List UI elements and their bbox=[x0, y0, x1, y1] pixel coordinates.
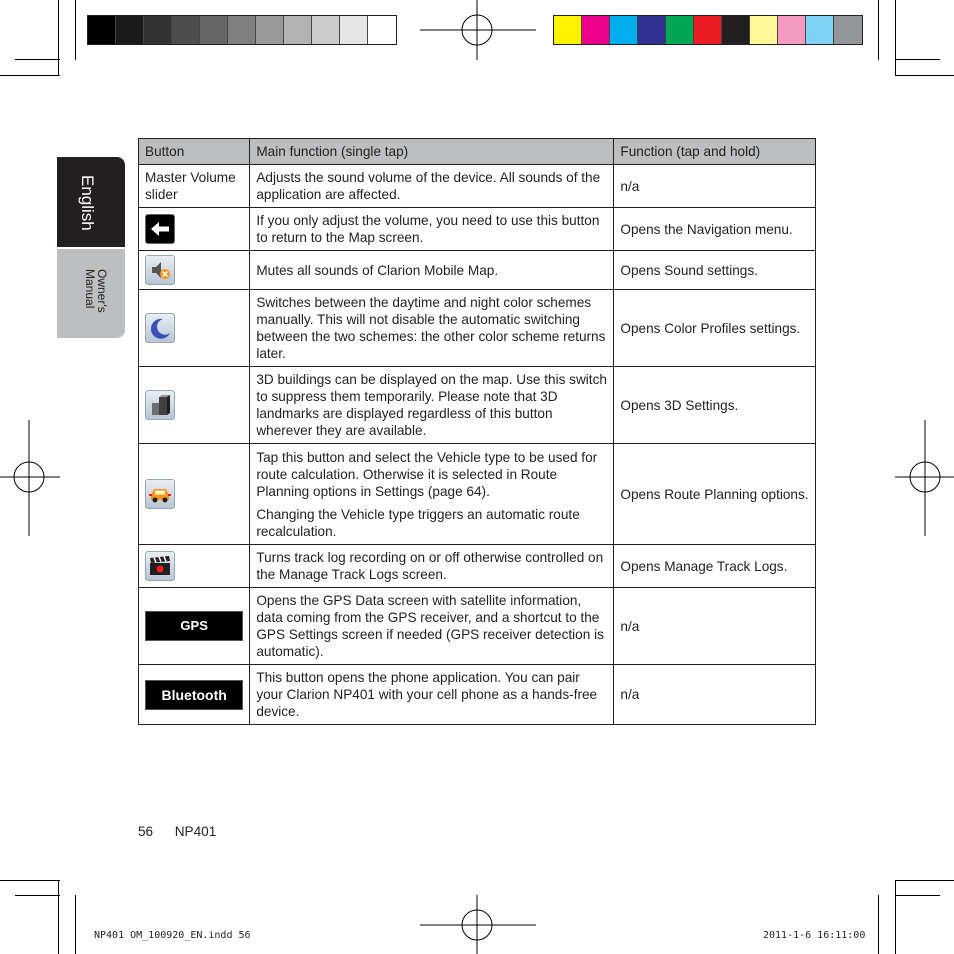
color-swatch bbox=[200, 16, 228, 44]
color-swatch bbox=[610, 16, 638, 44]
main-function-cell bbox=[250, 208, 614, 251]
crop-mark bbox=[895, 895, 940, 896]
color-swatch bbox=[554, 16, 582, 44]
color-swatch bbox=[750, 16, 778, 44]
track-log-record-icon bbox=[145, 551, 175, 581]
button-cell bbox=[139, 444, 250, 545]
button-cell bbox=[139, 665, 250, 725]
registration-target-left bbox=[0, 420, 60, 536]
main-function-text: Mutes all sounds of Clarion Mobile Map. bbox=[256, 262, 499, 278]
main-function-cell bbox=[250, 367, 614, 444]
slug-timestamp: 2011-1-6 16:11:00 bbox=[763, 930, 866, 941]
crop-mark bbox=[58, 880, 59, 954]
back-arrow-icon bbox=[145, 214, 175, 244]
color-swatch bbox=[582, 16, 610, 44]
table-row bbox=[139, 165, 816, 208]
header-button: Button bbox=[139, 139, 250, 165]
page-number: 56 bbox=[138, 824, 154, 839]
main-function-cell bbox=[250, 588, 614, 665]
main-function-cell bbox=[250, 545, 614, 588]
table-row bbox=[139, 208, 816, 251]
color-swatch bbox=[228, 16, 256, 44]
page-footer bbox=[138, 824, 216, 839]
button-function-table bbox=[138, 138, 816, 725]
crop-mark bbox=[75, 895, 76, 954]
table-row bbox=[139, 251, 816, 290]
button-cell: Master Volume slider bbox=[139, 165, 250, 208]
button-cell bbox=[139, 545, 250, 588]
main-function-cell bbox=[250, 665, 614, 725]
color-swatch bbox=[806, 16, 834, 44]
color-swatch bbox=[116, 16, 144, 44]
table-header-row bbox=[139, 139, 816, 165]
hold-function-cell: Opens Manage Track Logs. bbox=[614, 545, 816, 588]
main-function-text: If you only adjust the volume, you need to use this button to return to the Map screen. bbox=[256, 213, 600, 245]
color-swatch bbox=[172, 16, 200, 44]
crop-mark bbox=[878, 895, 879, 954]
model-name: NP401 bbox=[174, 824, 217, 839]
hold-function-cell: Opens Route Planning options. bbox=[614, 444, 816, 545]
main-function-text: Opens the GPS Data screen with satellite information, data coming from the GPS receiver, and a shortcut to the GPS Settings screen if needed (GPS receiver detection is automatic). bbox=[256, 593, 604, 659]
manual-label-line1: Owner's bbox=[95, 269, 109, 313]
main-function-text: Turns track log recording on or off otherwise controlled on the Manage Track Logs screen. bbox=[256, 550, 604, 582]
button-cell bbox=[139, 208, 250, 251]
color-swatch bbox=[694, 16, 722, 44]
main-function-cell bbox=[250, 251, 614, 290]
button-cell bbox=[139, 251, 250, 290]
slug-filename: NP401 OM_100920_EN.indd 56 bbox=[94, 930, 251, 941]
crop-mark bbox=[0, 75, 60, 76]
language-tab bbox=[57, 157, 125, 247]
header-main-function: Main function (single tap) bbox=[250, 139, 614, 165]
moon-icon bbox=[145, 313, 175, 343]
color-swatch bbox=[638, 16, 666, 44]
mute-speaker-icon bbox=[145, 255, 175, 285]
registration-target-bottom bbox=[420, 895, 536, 954]
crop-mark bbox=[0, 880, 60, 881]
main-function-cell bbox=[250, 165, 614, 208]
table-row bbox=[139, 588, 816, 665]
hold-function-cell: Opens Color Profiles settings. bbox=[614, 290, 816, 367]
gps-button: GPS bbox=[145, 611, 243, 641]
main-function-text: Tap this button and select the Vehicle type to be used for route calculation. Otherwise it is selected in Route Planning options in Settings (page 64). bbox=[256, 449, 598, 499]
main-function-cell bbox=[250, 444, 614, 545]
main-function-text: This button opens the phone application. You can pair your Clarion NP401 with your cell phone as a hands-free device. bbox=[256, 670, 598, 719]
button-cell bbox=[139, 588, 250, 665]
main-function-text: 3D buildings can be displayed on the map. Use this switch to suppress them temporarily. Please note that 3D landmarks are displayed regardless of this button wherever they are available. bbox=[256, 372, 607, 438]
color-swatch bbox=[368, 16, 396, 44]
color-swatch bbox=[778, 16, 806, 44]
main-function-text: Changing the Vehicle type triggers an automatic route recalculation. bbox=[256, 506, 580, 539]
crop-mark bbox=[58, 0, 59, 75]
table-row bbox=[139, 290, 816, 367]
hold-function-cell: Opens Sound settings. bbox=[614, 251, 816, 290]
color-swatch bbox=[834, 16, 862, 44]
color-swatch bbox=[312, 16, 340, 44]
color-swatch bbox=[284, 16, 312, 44]
crop-mark bbox=[895, 59, 940, 60]
hold-function-cell: Opens the Navigation menu. bbox=[614, 208, 816, 251]
hold-function-cell: n/a bbox=[614, 165, 816, 208]
vehicle-car-icon bbox=[145, 479, 175, 509]
crop-mark bbox=[895, 880, 954, 881]
header-hold-function: Function (tap and hold) bbox=[614, 139, 816, 165]
color-swatch bbox=[666, 16, 694, 44]
registration-target-top bbox=[420, 0, 536, 60]
crop-mark bbox=[895, 880, 896, 954]
crop-mark bbox=[15, 895, 60, 896]
bluetooth-button: Bluetooth bbox=[145, 680, 243, 710]
color-swatch bbox=[88, 16, 116, 44]
hold-function-cell: n/a bbox=[614, 588, 816, 665]
crop-mark bbox=[895, 75, 954, 76]
3d-buildings-icon bbox=[145, 390, 175, 420]
language-label: English bbox=[78, 175, 97, 231]
table-row bbox=[139, 444, 816, 545]
manual-label-line2: Manual bbox=[83, 269, 97, 309]
color-swatch bbox=[722, 16, 750, 44]
button-cell bbox=[139, 367, 250, 444]
main-function-cell bbox=[250, 290, 614, 367]
hold-function-cell: n/a bbox=[614, 665, 816, 725]
crop-mark bbox=[895, 0, 896, 75]
color-swatch bbox=[144, 16, 172, 44]
hold-function-cell: Opens 3D Settings. bbox=[614, 367, 816, 444]
table-row bbox=[139, 367, 816, 444]
table-row bbox=[139, 665, 816, 725]
crop-mark bbox=[15, 59, 60, 60]
main-function-text: Adjusts the sound volume of the device. All sounds of the application are affected. bbox=[256, 170, 601, 202]
color-swatch bbox=[340, 16, 368, 44]
manual-tab bbox=[57, 249, 125, 338]
color-bar bbox=[553, 15, 863, 45]
main-function-text: Switches between the daytime and night color schemes manually. This will not disable the automatic switching between the two schemes: the other color scheme returns later. bbox=[256, 295, 606, 361]
crop-mark bbox=[878, 0, 879, 60]
table-row bbox=[139, 545, 816, 588]
grayscale-bar bbox=[87, 15, 397, 45]
registration-target-right bbox=[895, 420, 954, 536]
color-swatch bbox=[256, 16, 284, 44]
crop-mark bbox=[75, 0, 76, 60]
button-cell bbox=[139, 290, 250, 367]
